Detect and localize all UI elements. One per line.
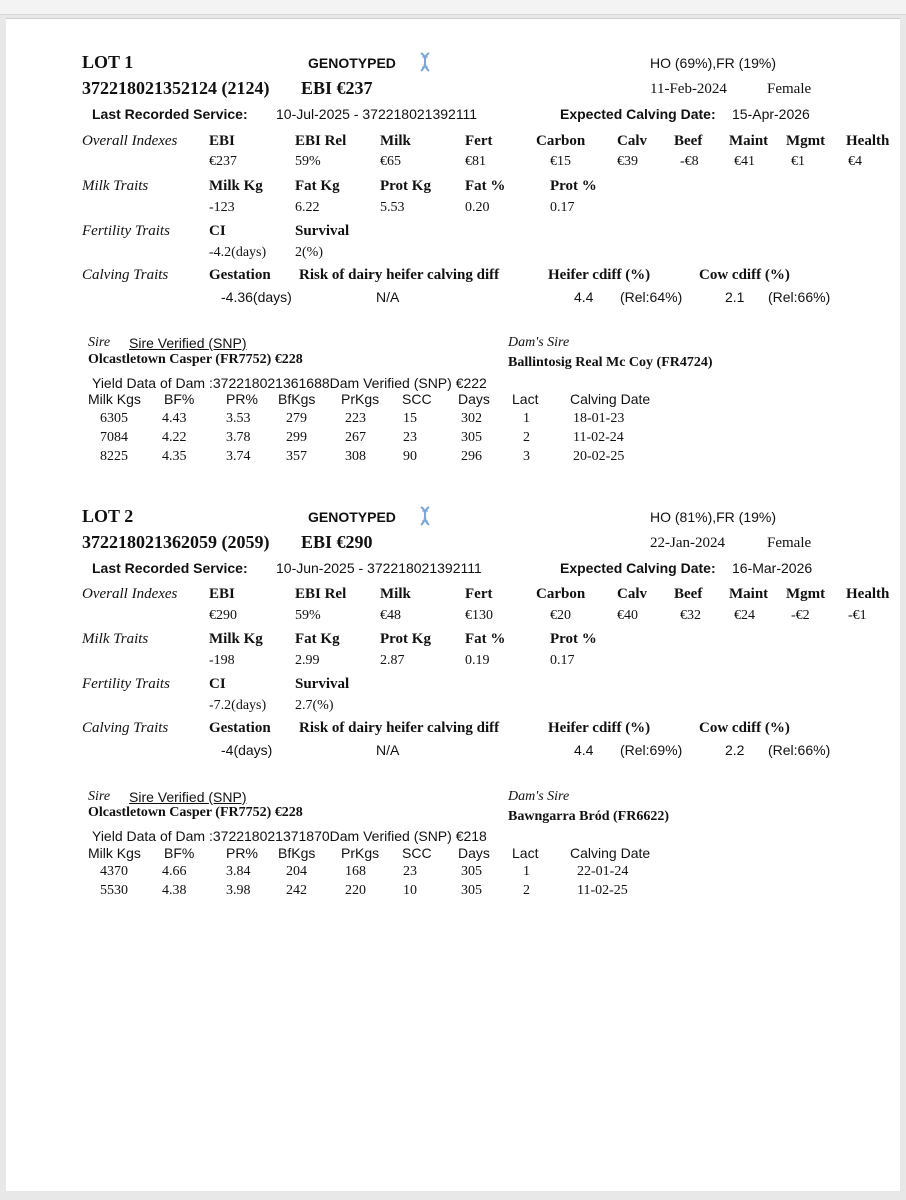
lot-title: LOT 2 bbox=[82, 506, 134, 526]
sex: Female bbox=[767, 81, 812, 97]
header-risk: Risk of dairy heifer calving diff bbox=[299, 267, 500, 283]
value-calv: €39 bbox=[617, 154, 638, 169]
header-heifer-cdiff: Heifer cdiff (%) bbox=[548, 267, 651, 283]
value-health: -€1 bbox=[848, 608, 867, 623]
yield-header: Milk Kgs bbox=[88, 845, 141, 861]
value-gestation: -4(days) bbox=[221, 742, 273, 758]
header-fert: Fert bbox=[465, 586, 493, 602]
value-fat-kg: 6.22 bbox=[295, 200, 320, 215]
milk-traits-label: Milk Traits bbox=[82, 631, 149, 647]
value-ebi: €290 bbox=[209, 608, 237, 623]
header-prot-kg: Prot Kg bbox=[380, 178, 431, 194]
last-service: 10-Jun-2025 - 372218021392111 bbox=[276, 560, 482, 576]
yield-header: SCC bbox=[402, 391, 432, 407]
yield-header: PrKgs bbox=[341, 391, 380, 407]
value-ebi-rel: 59% bbox=[295, 608, 321, 623]
value-heifer-rel: (Rel:69%) bbox=[620, 742, 683, 758]
dna-icon bbox=[418, 506, 432, 526]
yield-header: PR% bbox=[226, 391, 258, 407]
header-prot-kg: Prot Kg bbox=[380, 631, 431, 647]
value-mgmt: -€2 bbox=[791, 608, 810, 623]
value-milk-kg: -123 bbox=[209, 200, 235, 215]
yield-cell: 1 bbox=[523, 864, 530, 879]
expected-calving-label: Expected Calving Date: bbox=[560, 106, 716, 122]
header-milk: Milk bbox=[380, 586, 411, 602]
header-carbon: Carbon bbox=[536, 586, 586, 602]
yield-cell: 308 bbox=[345, 449, 366, 464]
dams-sire-name: Ballintosig Real Mc Coy (FR4724) bbox=[508, 355, 713, 370]
yield-cell: 90 bbox=[403, 449, 417, 464]
yield-header: PR% bbox=[226, 845, 258, 861]
yield-cell: 22-01-24 bbox=[577, 864, 629, 879]
yield-cell: 3.98 bbox=[226, 883, 251, 898]
dna-icon bbox=[418, 52, 432, 72]
yield-header: Milk Kgs bbox=[88, 391, 141, 407]
yield-cell: 3.74 bbox=[226, 449, 251, 464]
header-mgmt: Mgmt bbox=[786, 586, 826, 602]
yield-header: Days bbox=[458, 845, 490, 861]
header-ebi: EBI bbox=[209, 133, 235, 149]
yield-cell: 2 bbox=[523, 430, 530, 445]
yield-header: Lact bbox=[512, 845, 539, 861]
value-heifer-cdiff: 4.4 bbox=[574, 742, 594, 758]
value-prot-kg: 2.87 bbox=[380, 653, 405, 668]
value-heifer-cdiff: 4.4 bbox=[574, 289, 594, 305]
tag-number: 372218021352124 (2124) bbox=[82, 78, 270, 98]
value-cow-cdiff: 2.1 bbox=[725, 289, 745, 305]
yield-cell: 3.53 bbox=[226, 411, 251, 426]
expected-calving-date: 16-Mar-2026 bbox=[732, 560, 813, 576]
yield-cell: 3 bbox=[523, 449, 530, 464]
yield-header: SCC bbox=[402, 845, 432, 861]
yield-cell: 10 bbox=[403, 883, 417, 898]
header-ebi-rel: EBI Rel bbox=[295, 133, 347, 149]
yield-cell: 15 bbox=[403, 411, 417, 426]
overall-indexes-label: Overall Indexes bbox=[82, 586, 178, 602]
header-carbon: Carbon bbox=[536, 133, 586, 149]
header-survival: Survival bbox=[295, 676, 350, 692]
header-gestation: Gestation bbox=[209, 720, 271, 736]
header-fat-kg: Fat Kg bbox=[295, 631, 340, 647]
value-prot-kg: 5.53 bbox=[380, 200, 405, 215]
header-fat-pct: Fat % bbox=[465, 178, 506, 194]
dams-sire-label: Dam's Sire bbox=[508, 335, 570, 350]
value-fat-kg: 2.99 bbox=[295, 653, 320, 668]
lot-title: LOT 1 bbox=[82, 52, 134, 72]
fertility-traits-label: Fertility Traits bbox=[82, 223, 170, 239]
value-health: €4 bbox=[848, 154, 862, 169]
header-health: Health bbox=[846, 133, 890, 149]
header-milk-kg: Milk Kg bbox=[209, 631, 263, 647]
value-fat-pct: 0.19 bbox=[465, 653, 490, 668]
value-ebi: €237 bbox=[209, 154, 237, 169]
yield-cell: 6305 bbox=[100, 411, 128, 426]
header-cow-cdiff: Cow cdiff (%) bbox=[699, 720, 790, 736]
yield-cell: 4.35 bbox=[162, 449, 187, 464]
yield-cell: 305 bbox=[461, 430, 482, 445]
value-milk: €65 bbox=[380, 154, 401, 169]
sire-name: Olcastletown Casper (FR7752) €228 bbox=[88, 352, 303, 367]
value-cow-rel: (Rel:66%) bbox=[768, 289, 831, 305]
yield-title: Yield Data of Dam :372218021361688Dam Verified (SNP) €222 bbox=[92, 375, 487, 391]
value-fert: €81 bbox=[465, 154, 486, 169]
top-bar bbox=[0, 0, 906, 15]
value-maint: €41 bbox=[734, 154, 755, 169]
calving-traits-label: Calving Traits bbox=[82, 720, 169, 736]
yield-cell: 302 bbox=[461, 411, 482, 426]
value-survival: 2(%) bbox=[295, 245, 323, 260]
value-risk: N/A bbox=[376, 289, 400, 305]
yield-cell: 11-02-25 bbox=[577, 883, 628, 898]
value-maint: €24 bbox=[734, 608, 755, 623]
dams-sire-name: Bawngarra Bród (FR6622) bbox=[508, 809, 669, 824]
yield-header: BF% bbox=[164, 845, 195, 861]
header-fert: Fert bbox=[465, 133, 493, 149]
yield-cell: 20-02-25 bbox=[573, 449, 625, 464]
yield-cell: 296 bbox=[461, 449, 482, 464]
yield-cell: 3.78 bbox=[226, 430, 251, 445]
header-risk: Risk of dairy heifer calving diff bbox=[299, 720, 500, 736]
yield-cell: 168 bbox=[345, 864, 366, 879]
value-beef: €32 bbox=[680, 608, 701, 623]
header-beef: Beef bbox=[674, 586, 703, 602]
value-carbon: €15 bbox=[550, 154, 571, 169]
header-heifer-cdiff: Heifer cdiff (%) bbox=[548, 720, 651, 736]
yield-cell: 7084 bbox=[100, 430, 128, 445]
milk-traits-label: Milk Traits bbox=[82, 178, 149, 194]
header-gestation: Gestation bbox=[209, 267, 271, 283]
value-ebi-rel: 59% bbox=[295, 154, 321, 169]
header-cow-cdiff: Cow cdiff (%) bbox=[699, 267, 790, 283]
yield-cell: 2 bbox=[523, 883, 530, 898]
expected-calving-date: 15-Apr-2026 bbox=[732, 106, 810, 122]
yield-cell: 220 bbox=[345, 883, 366, 898]
header-ebi-rel: EBI Rel bbox=[295, 586, 347, 602]
last-service-label: Last Recorded Service: bbox=[92, 560, 248, 576]
value-fert: €130 bbox=[465, 608, 493, 623]
yield-cell: 4370 bbox=[100, 864, 128, 879]
header-ebi: EBI bbox=[209, 586, 235, 602]
tag-number: 372218021362059 (2059) bbox=[82, 532, 270, 552]
value-ci: -7.2(days) bbox=[209, 698, 267, 713]
fertility-traits-label: Fertility Traits bbox=[82, 676, 170, 692]
value-prot-pct: 0.17 bbox=[550, 200, 575, 215]
yield-cell: 305 bbox=[461, 883, 482, 898]
yield-header: Lact bbox=[512, 391, 539, 407]
header-prot-pct: Prot % bbox=[550, 178, 597, 194]
header-survival: Survival bbox=[295, 223, 350, 239]
header-calv: Calv bbox=[617, 133, 647, 149]
value-ci: -4.2(days) bbox=[209, 245, 267, 260]
yield-cell: 8225 bbox=[100, 449, 128, 464]
header-calv: Calv bbox=[617, 586, 647, 602]
header-maint: Maint bbox=[729, 133, 769, 149]
genotyped-label: GENOTYPED bbox=[308, 55, 396, 71]
breed: HO (69%),FR (19%) bbox=[650, 55, 777, 71]
value-milk-kg: -198 bbox=[209, 653, 235, 668]
value-survival: 2.7(%) bbox=[295, 698, 334, 713]
value-carbon: €20 bbox=[550, 608, 571, 623]
last-service: 10-Jul-2025 - 372218021392111 bbox=[276, 106, 478, 122]
yield-cell: 242 bbox=[286, 883, 307, 898]
value-prot-pct: 0.17 bbox=[550, 653, 575, 668]
value-mgmt: €1 bbox=[791, 154, 805, 169]
sire-label: Sire bbox=[88, 789, 111, 804]
dams-sire-label: Dam's Sire bbox=[508, 789, 570, 804]
yield-header: Calving Date bbox=[570, 845, 651, 861]
yield-cell: 4.43 bbox=[162, 411, 187, 426]
yield-cell: 23 bbox=[403, 430, 417, 445]
yield-header: PrKgs bbox=[341, 845, 380, 861]
header-fat-pct: Fat % bbox=[465, 631, 506, 647]
last-service-label: Last Recorded Service: bbox=[92, 106, 248, 122]
yield-header: Days bbox=[458, 391, 490, 407]
sex: Female bbox=[767, 535, 812, 551]
header-ci: CI bbox=[209, 676, 226, 692]
date-of-birth: 11-Feb-2024 bbox=[650, 81, 727, 97]
date-of-birth: 22-Jan-2024 bbox=[650, 535, 725, 551]
yield-header: BfKgs bbox=[278, 391, 316, 407]
sire-name: Olcastletown Casper (FR7752) €228 bbox=[88, 805, 303, 820]
header-health: Health bbox=[846, 586, 890, 602]
header-mgmt: Mgmt bbox=[786, 133, 826, 149]
yield-cell: 5530 bbox=[100, 883, 128, 898]
sire-label: Sire bbox=[88, 335, 111, 350]
ebi-heading: EBI €237 bbox=[301, 78, 373, 98]
yield-cell: 279 bbox=[286, 411, 307, 426]
yield-cell: 3.84 bbox=[226, 864, 251, 879]
genotyped-label: GENOTYPED bbox=[308, 509, 396, 525]
header-ci: CI bbox=[209, 223, 226, 239]
overall-indexes-label: Overall Indexes bbox=[82, 133, 178, 149]
yield-cell: 299 bbox=[286, 430, 307, 445]
value-milk: €48 bbox=[380, 608, 401, 623]
yield-cell: 305 bbox=[461, 864, 482, 879]
yield-cell: 1 bbox=[523, 411, 530, 426]
value-fat-pct: 0.20 bbox=[465, 200, 490, 215]
value-gestation: -4.36(days) bbox=[221, 289, 292, 305]
yield-header: Calving Date bbox=[570, 391, 651, 407]
yield-header: BfKgs bbox=[278, 845, 316, 861]
value-heifer-rel: (Rel:64%) bbox=[620, 289, 683, 305]
yield-cell: 18-01-23 bbox=[573, 411, 625, 426]
value-risk: N/A bbox=[376, 742, 400, 758]
calving-traits-label: Calving Traits bbox=[82, 267, 169, 283]
yield-cell: 267 bbox=[345, 430, 366, 445]
header-beef: Beef bbox=[674, 133, 703, 149]
yield-cell: 4.66 bbox=[162, 864, 187, 879]
ebi-heading: EBI €290 bbox=[301, 532, 373, 552]
yield-cell: 4.38 bbox=[162, 883, 187, 898]
value-calv: €40 bbox=[617, 608, 638, 623]
breed: HO (81%),FR (19%) bbox=[650, 509, 777, 525]
header-fat-kg: Fat Kg bbox=[295, 178, 340, 194]
value-cow-cdiff: 2.2 bbox=[725, 742, 745, 758]
yield-cell: 357 bbox=[286, 449, 307, 464]
yield-cell: 204 bbox=[286, 864, 307, 879]
sire-verified: Sire Verified (SNP) bbox=[129, 335, 247, 351]
yield-header: BF% bbox=[164, 391, 195, 407]
header-milk-kg: Milk Kg bbox=[209, 178, 263, 194]
header-maint: Maint bbox=[729, 586, 769, 602]
yield-title: Yield Data of Dam :372218021371870Dam Verified (SNP) €218 bbox=[92, 828, 487, 844]
yield-cell: 23 bbox=[403, 864, 417, 879]
yield-cell: 223 bbox=[345, 411, 366, 426]
value-beef: -€8 bbox=[680, 154, 699, 169]
expected-calving-label: Expected Calving Date: bbox=[560, 560, 716, 576]
header-prot-pct: Prot % bbox=[550, 631, 597, 647]
yield-cell: 4.22 bbox=[162, 430, 187, 445]
header-milk: Milk bbox=[380, 133, 411, 149]
sire-verified: Sire Verified (SNP) bbox=[129, 789, 247, 805]
value-cow-rel: (Rel:66%) bbox=[768, 742, 831, 758]
yield-cell: 11-02-24 bbox=[573, 430, 624, 445]
